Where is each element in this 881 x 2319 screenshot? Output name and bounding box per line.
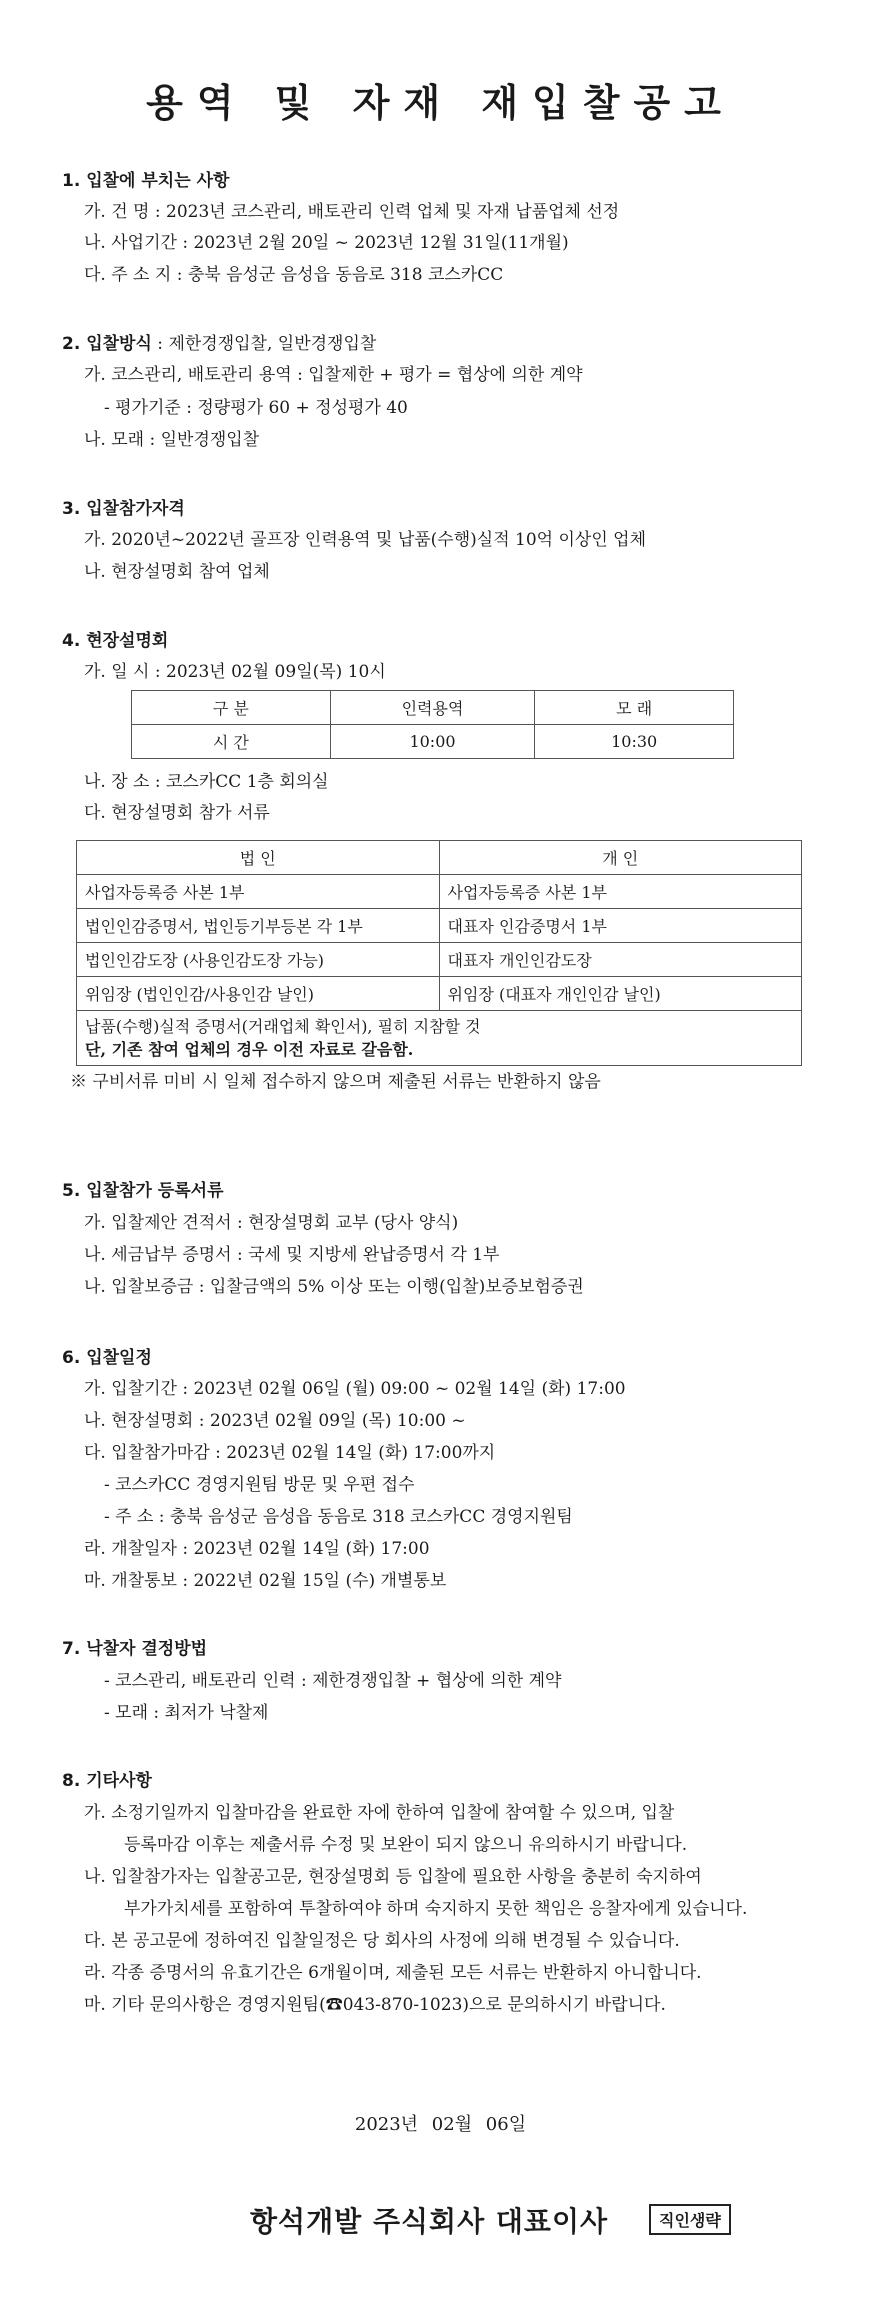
table-cell: 대표자 인감증명서 1부: [439, 909, 802, 943]
seal-omitted-badge: 직인생략: [649, 2204, 731, 2235]
table-note-row: [77, 1011, 802, 1066]
page-title: 용역 및 자재 재입찰공고: [146, 81, 735, 125]
section-4-heading: 4. 현장설명회: [62, 631, 169, 651]
table-header-cell: 구 분: [132, 691, 331, 725]
section-1-heading: 1. 입찰에 부치는 사항: [62, 171, 230, 191]
section-2-line: 가. 코스관리, 배토관리 용역 : 입찰제한 + 평가 = 협상에 의한 계약: [84, 365, 583, 385]
section-2-heading-rest: : 제한경쟁입찰, 일반경쟁입찰: [151, 334, 377, 354]
section-8-line: 나. 입찰참가자는 입찰공고문, 현장설명회 등 입찰에 필요한 사항을 충분히 숙지하여: [84, 1867, 702, 1887]
table-row: [77, 875, 802, 909]
section-1-line: 나. 사업기간 : 2023년 2월 20일 ~ 2023년 12월 31일(11개월): [84, 233, 569, 253]
briefing-docs-label: 다. 현장설명회 참가 서류: [84, 803, 270, 823]
section-5-line: 가. 입찰제안 견적서 : 현장설명회 교부 (당사 양식): [84, 1213, 459, 1233]
table-row: [77, 943, 802, 977]
section-6-line: 가. 입찰기간 : 2023년 02월 06일 (월) 09:00 ~ 02월 14일 (화) 17:00: [84, 1379, 626, 1399]
table-note-bold: 단, 기존 참여 업체의 경우 이전 자료로 갈음함.: [85, 1040, 414, 1059]
section-3-line: 나. 현장설명회 참여 업체: [84, 562, 270, 582]
section-6-line: 마. 개찰통보 : 2022년 02월 15일 (수) 개별통보: [84, 1571, 447, 1591]
section-7-line: - 코스관리, 배토관리 인력 : 제한경쟁입찰 + 협상에 의한 계약: [104, 1671, 562, 1691]
docs-footnote: ※ 구비서류 미비 시 일체 접수하지 않으며 제출된 서류는 반환하지 않음: [70, 1072, 601, 1092]
table-cell: 위임장 (대표자 개인인감 날인): [439, 977, 802, 1011]
table-row: [77, 977, 802, 1011]
table-note: 납품(수행)실적 증명서(거래업체 확인서), 필히 지참할 것: [85, 1017, 481, 1036]
table-row: [77, 909, 802, 943]
section-2-line: 나. 모래 : 일반경쟁입찰: [84, 430, 260, 450]
section-5-line: 나. 세금납부 증명서 : 국세 및 지방세 완납증명서 각 1부: [84, 1245, 500, 1265]
briefing-date: 가. 일 시 : 2023년 02월 09일(목) 10시: [84, 662, 386, 682]
section-2-heading: 2. 입찰방식: [62, 334, 152, 354]
table-cell: 사업자등록증 사본 1부: [439, 875, 802, 909]
signer-name: 항석개발 주식회사 대표이사: [250, 2205, 609, 2238]
section-8-line: 마. 기타 문의사항은 경영지원팀(☎043-870-1023)으로 문의하시기 바랍니다.: [84, 1995, 666, 2015]
section-5-line: 나. 입찰보증금 : 입찰금액의 5% 이상 또는 이행(입찰)보증보험증권: [84, 1277, 584, 1297]
table-cell: 법인인감도장 (사용인감도장 가능): [77, 943, 440, 977]
section-8-line: 가. 소정기일까지 입찰마감을 완료한 자에 한하여 입찰에 참여할 수 있으며, 입찰: [84, 1803, 675, 1823]
briefing-docs-table: [76, 840, 802, 1066]
table-header-cell: 법 인: [77, 841, 440, 875]
section-1-line: 다. 주 소 지 : 충북 음성군 음성읍 동음로 318 코스카CC: [84, 265, 504, 285]
notice-date: 2023년 02월 06일: [354, 2114, 527, 2135]
section-6-line: - 코스카CC 경영지원팀 방문 및 우편 접수: [104, 1475, 415, 1495]
section-8-line: 라. 각종 증명서의 유효기간은 6개월이며, 제출된 모든 서류는 반환하지 아니합니다.: [84, 1963, 702, 1983]
section-7-heading: 7. 낙찰자 결정방법: [62, 1639, 208, 1659]
section-3-line: 가. 2020년~2022년 골프장 인력용역 및 납품(수행)실적 10억 이상인 업체: [84, 530, 647, 550]
table-cell: 사업자등록증 사본 1부: [77, 875, 440, 909]
section-6-line: 다. 입찰참가마감 : 2023년 02월 14일 (화) 17:00까지: [84, 1443, 496, 1463]
section-7-line: - 모래 : 최저가 낙찰제: [104, 1703, 269, 1723]
table-header-cell: 인력용역: [330, 691, 535, 725]
section-8-heading: 8. 기타사항: [62, 1771, 152, 1791]
section-8-line: 부가가치세를 포함하여 투찰하여야 하며 숙지하지 못한 책임은 응찰자에게 있습니다.: [124, 1899, 748, 1919]
section-1-line: 가. 건 명 : 2023년 코스관리, 배토관리 인력 업체 및 자재 납품업체 선정: [84, 202, 620, 222]
table-header-row: [132, 691, 734, 725]
section-6-line: 라. 개찰일자 : 2023년 02월 14일 (화) 17:00: [84, 1539, 430, 1559]
table-row: [132, 725, 734, 759]
table-cell: 10:00: [330, 725, 535, 759]
section-2-line: - 평가기준 : 정량평가 60 + 정성평가 40: [104, 398, 408, 418]
table-cell: 시 간: [132, 725, 331, 759]
table-cell: 10:30: [535, 725, 734, 759]
section-6-line: - 주 소 : 충북 음성군 음성읍 동음로 318 코스카CC 경영지원팀: [104, 1507, 573, 1527]
table-cell: 위임장 (법인인감/사용인감 날인): [77, 977, 440, 1011]
section-5-heading: 5. 입찰참가 등록서류: [62, 1181, 224, 1201]
briefing-schedule-table: [131, 690, 734, 759]
section-6-heading: 6. 입찰일정: [62, 1348, 152, 1368]
table-cell: 법인인감증명서, 법인등기부등본 각 1부: [77, 909, 440, 943]
section-8-line: 다. 본 공고문에 정하여진 입찰일정은 당 회사의 사정에 의해 변경될 수 있습니다.: [84, 1931, 680, 1951]
table-header-cell: 모 래: [535, 691, 734, 725]
section-3-heading: 3. 입찰참가자격: [62, 499, 185, 519]
briefing-place: 나. 장 소 : 코스카CC 1층 회의실: [84, 772, 329, 792]
section-2-heading-row: [62, 333, 376, 355]
table-note-cell: [77, 1011, 802, 1066]
section-6-line: 나. 현장설명회 : 2023년 02월 09일 (목) 10:00 ~: [84, 1411, 466, 1431]
section-8-line: 등록마감 이후는 제출서류 수정 및 보완이 되지 않으니 유의하시기 바랍니다.: [124, 1835, 688, 1855]
table-cell: 대표자 개인인감도장: [439, 943, 802, 977]
table-header-row: [77, 841, 802, 875]
table-header-cell: 개 인: [439, 841, 802, 875]
